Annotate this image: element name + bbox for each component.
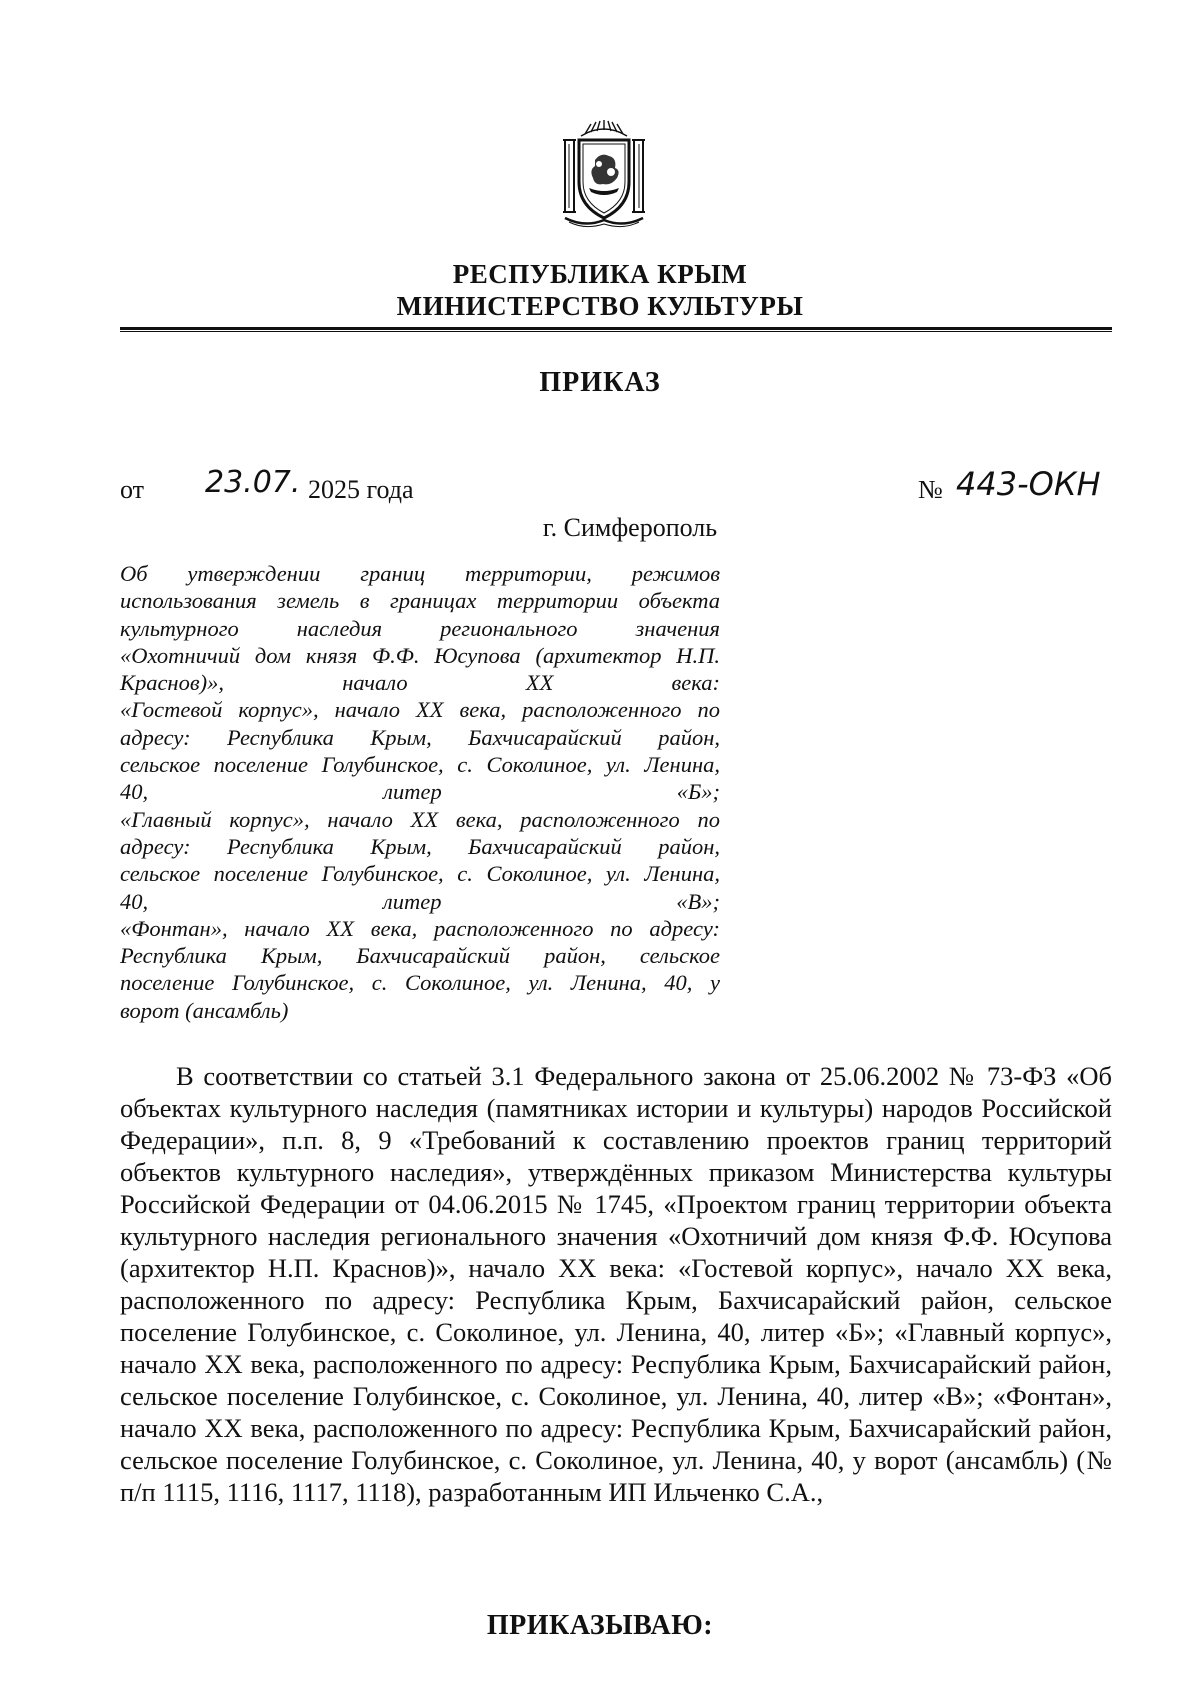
document-subject: [120, 560, 720, 1024]
subject-line: «Фонтан», начало XX века, расположенного по адресу:: [120, 915, 720, 941]
subject-line: сельское поселение Голубинское, с. Соколиное, ул. Ленина,: [120, 752, 720, 778]
body-paragraph: В соответствии со статьей 3.1 Федерального закона от 25.06.2002 № 73-ФЗ «Об объектах культурного наследия (памятниках истории и культуры) народов Российской Федерации», п.п. 8, 9 «Требований к составлению проектов границ территорий объектов культурного наследия», утверждённых приказом Министерства культуры Российской Федерации от 04.06.2015 № 1745, «Проектом границ территории объекта культурного наследия регионального значения «Охотничий дом князя Ф.Ф. Юсупова (архитектор Н.П. Краснов)», начало XX века: «Гостевой корпус», начало XX века, расположенного по адресу: Республика Крым, Бахчисарайский район, сельское поселение Голубинское, с. Соколиное, ул. Ленина, 40, литер «Б»; «Главный корпус», начало XX века, расположенного по адресу: Республика Крым, Бахчисарайский район, сельское поселение Голубинское, с. Соколиное, ул. Ленина, 40, литер «В»; «Фонтан», начало XX века, расположенного по адресу: Республика Крым, Бахчисарайский район, сельское поселение Голубинское, с. Соколиное, ул. Ленина, 40, у ворот (ансамбль) (№ п/п 1115, 1116, 1117, 1118), разработанным ИП Ильченко С.А.,: [120, 1061, 1112, 1507]
subject-line: Республика Крым, Бахчисарайский район, сельское: [120, 943, 720, 969]
subject-line: адресу: Республика Крым, Бахчисарайский район,: [120, 724, 720, 750]
document-type-title: ПРИКАЗ: [539, 367, 661, 398]
header-divider-thin: [120, 331, 1112, 332]
subject-line: «Гостевой корпус», начало XX века, расположенного по: [120, 697, 720, 723]
crimea-coat-of-arms-icon: [555, 120, 653, 230]
subject-line: ворот (ансамбль): [120, 997, 289, 1023]
subject-line: поселение Голубинское, с. Соколиное, ул. Ленина, 40, у: [120, 970, 720, 996]
subject-line: адресу: Республика Крым, Бахчисарайский район,: [120, 833, 720, 859]
subject-line: сельское поселение Голубинское, с. Соколиное, ул. Ленина,: [120, 861, 720, 887]
subject-line: Краснов)», начало XX века:: [120, 670, 720, 696]
number-sign: №: [918, 475, 943, 504]
date-year: 2025 года: [308, 475, 414, 504]
document-city: г. Симферополь: [542, 513, 718, 542]
handwritten-date: 23.07.: [205, 465, 301, 500]
subject-line: культурного наследия регионального значения: [120, 615, 720, 641]
handwritten-number: 443-ОКН: [956, 465, 1101, 503]
header-ministry: МИНИСТЕРСТВО КУЛЬТУРЫ: [396, 291, 804, 321]
subject-line: использования земель в границах территории объекта: [120, 588, 720, 614]
subject-line: 40, литер «В»;: [120, 888, 720, 914]
subject-line: Об утверждении границ территории, режимов: [120, 561, 720, 586]
header-divider: [120, 327, 1112, 330]
date-prefix: от: [120, 475, 145, 504]
header-republic: РЕСПУБЛИКА КРЫМ: [452, 259, 748, 289]
subject-line: «Охотничий дом князя Ф.Ф. Юсупова (архитектор Н.П.: [120, 642, 720, 668]
order-heading: ПРИКАЗЫВАЮ:: [486, 1610, 714, 1641]
subject-line: 40, литер «Б»;: [120, 779, 720, 805]
subject-line: «Главный корпус», начало XX века, расположенного по: [120, 806, 720, 832]
